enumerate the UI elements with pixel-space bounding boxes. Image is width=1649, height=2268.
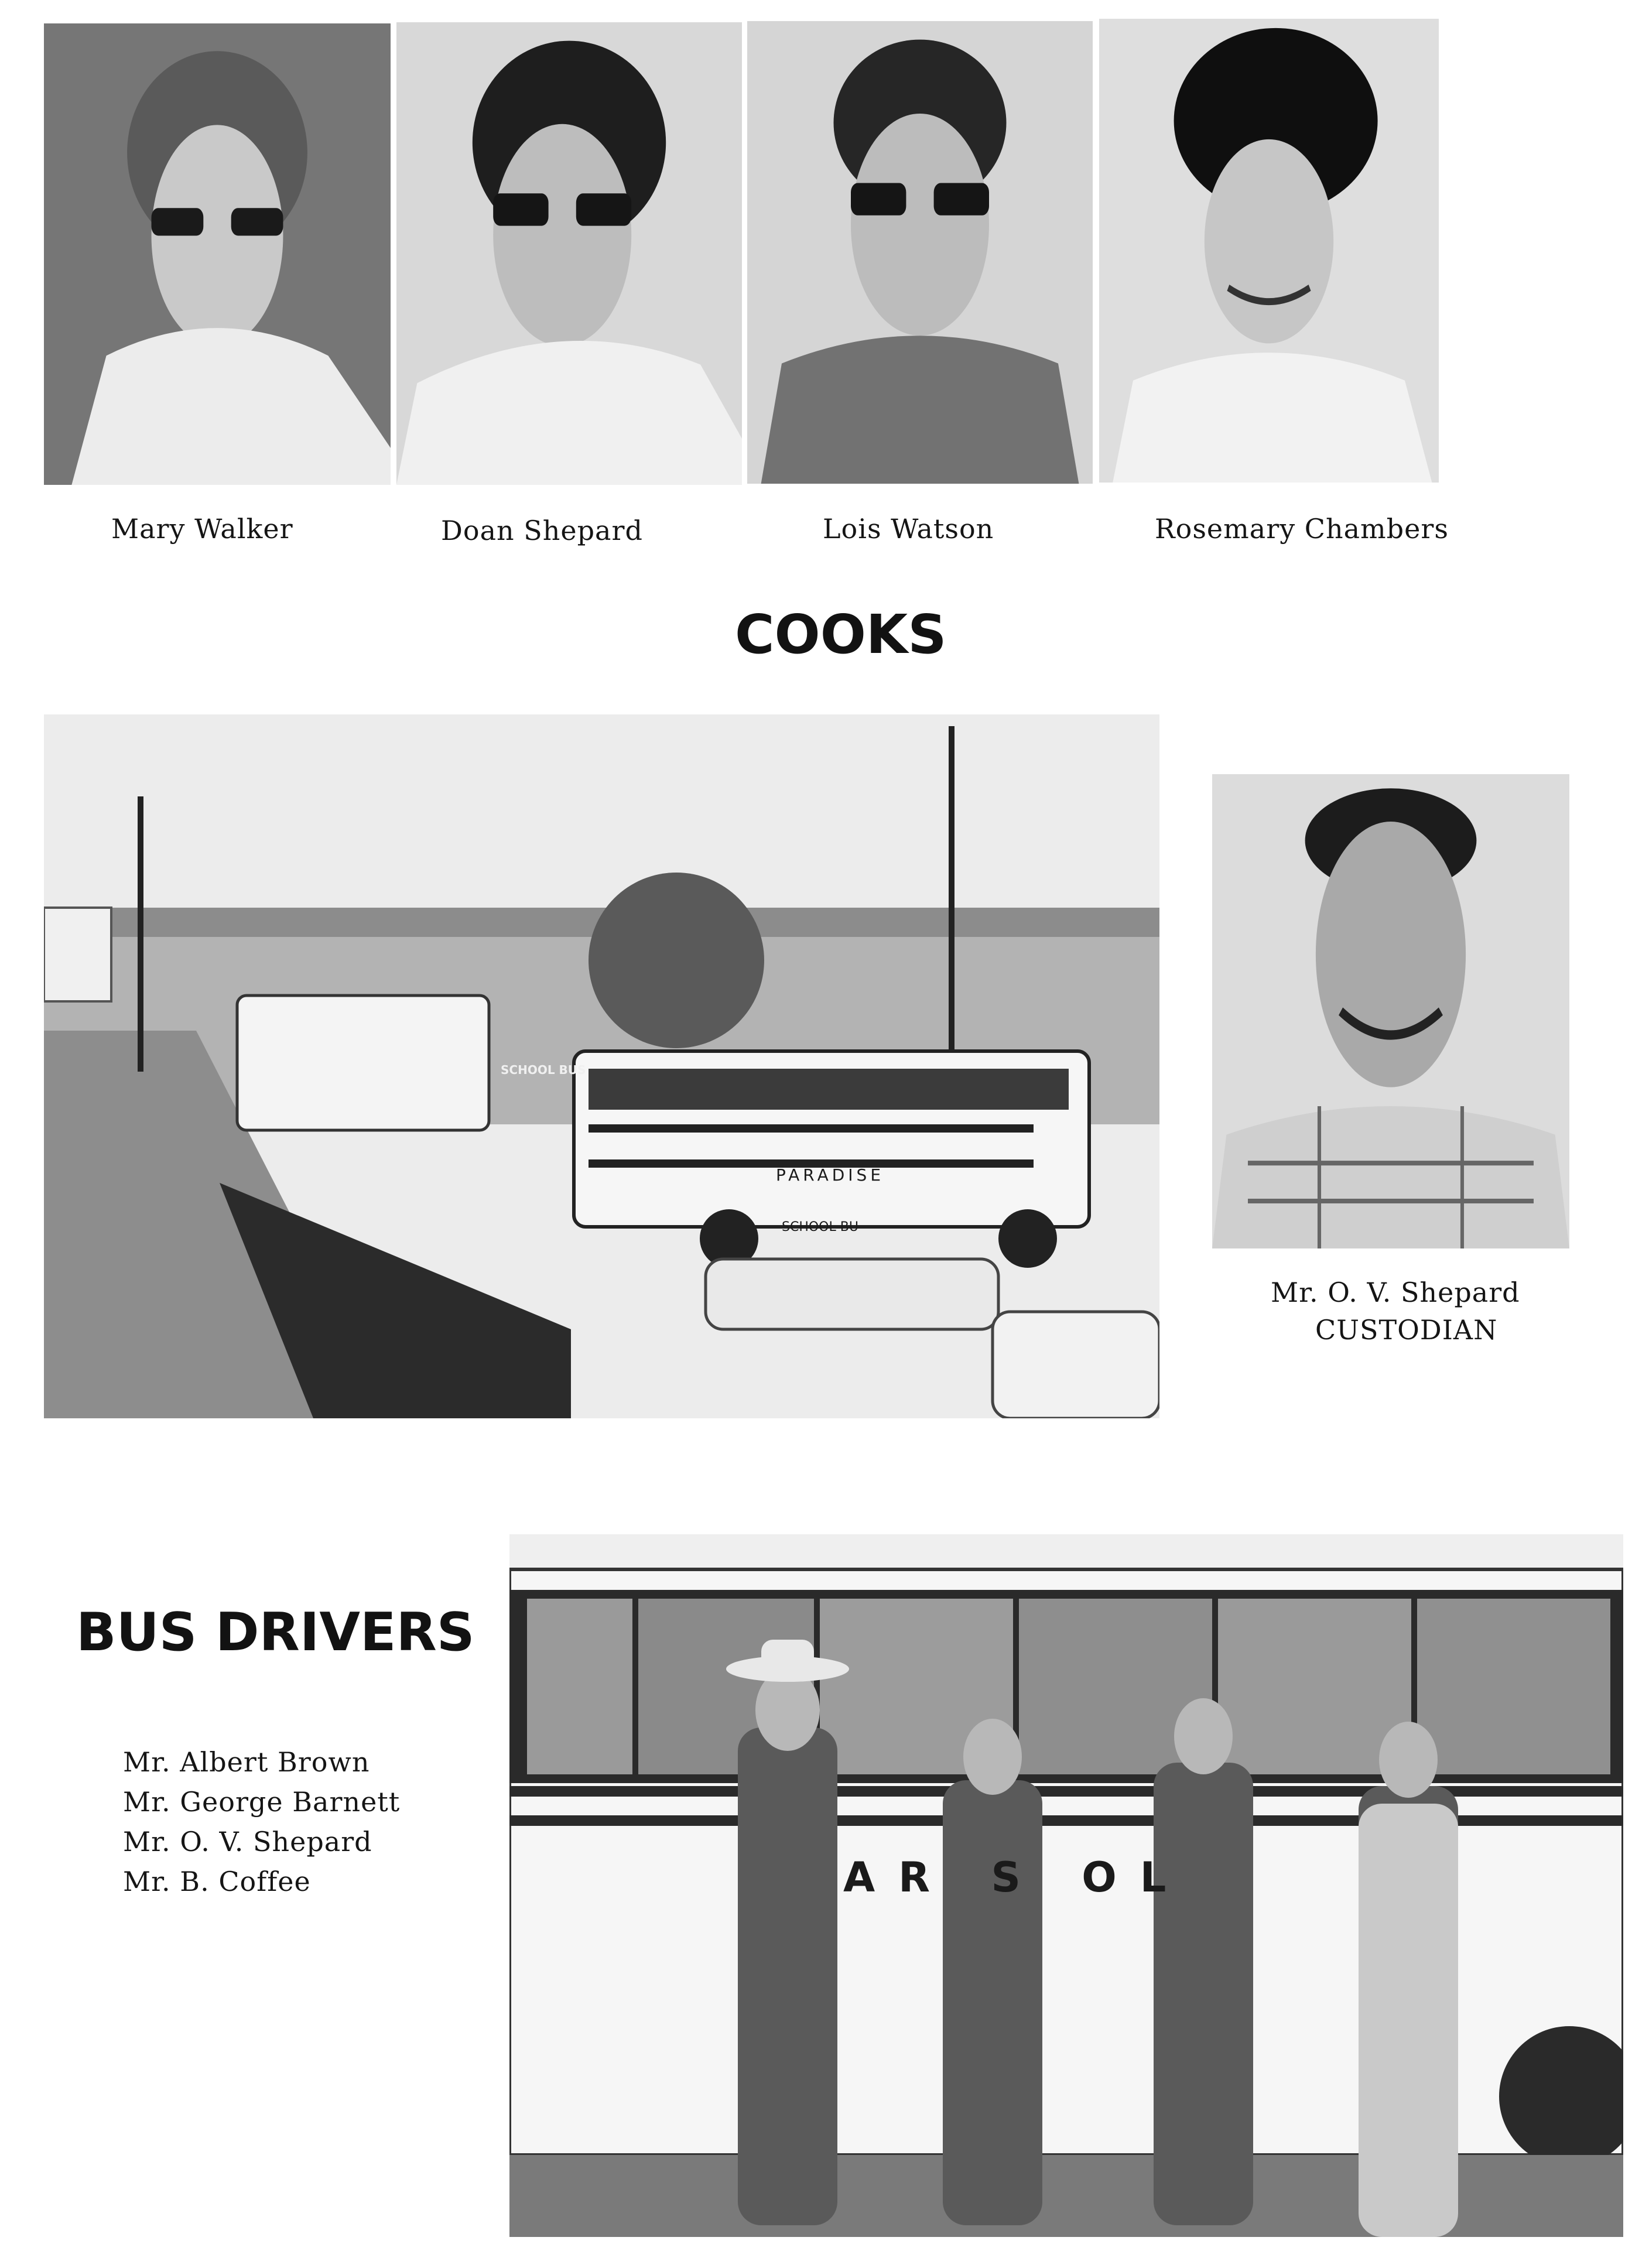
bus-lettering-school-bu: SCHOOL BU [782,1220,858,1234]
cook-caption-rosemary-chambers: Rosemary Chambers [1155,513,1449,545]
bus-lettering-paradise: PARADISE [776,1165,885,1185]
cook-caption-doan-shepard: Doan Shepard [441,515,643,546]
custodian-portrait [1212,774,1569,1248]
cook-portrait-mary-walker [44,23,391,485]
cooks-heading: COOKS [735,603,947,666]
bus-drivers-list [123,1742,400,1901]
bus-driver-name: Mr. George Barnett [123,1786,401,1818]
cook-portrait-lois-watson [747,21,1093,484]
bus-driver-name: Mr. O. V. Shepard [123,1826,372,1857]
custodian-name: Mr. O. V. Shepard [1271,1277,1520,1308]
school-buses-photo [44,714,1159,1418]
custodian-title: CUSTODIAN [1315,1314,1498,1346]
cook-portrait-rosemary-chambers [1099,19,1439,483]
cook-caption-mary-walker: Mary Walker [111,513,293,545]
bus-drivers-heading: BUS DRIVERS [76,1602,475,1663]
bus-driver-name: Mr. Albert Brown [123,1746,370,1778]
bus-lettering-school-bus: SCHOOL BUS [501,1063,586,1077]
bus-lettering-school: AR S OL [843,1853,1190,1901]
bus-driver-name: Mr. B. Coffee [123,1866,311,1897]
cook-caption-lois-watson: Lois Watson [823,513,994,545]
cook-portrait-doan-shepard [396,22,742,485]
